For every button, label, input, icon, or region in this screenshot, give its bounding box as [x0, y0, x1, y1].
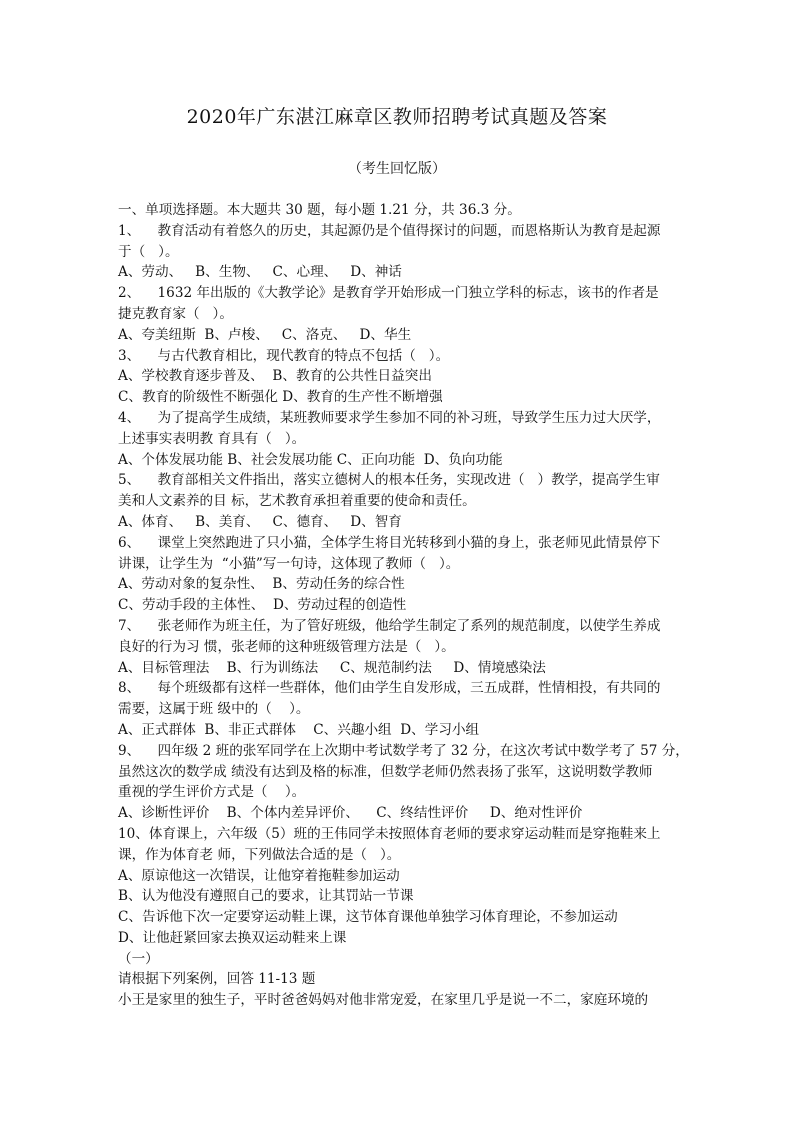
document-line: C、告诉他下次一定要穿运动鞋上课，这节体育课他单独学习体育理论，不参加运动: [118, 909, 618, 926]
document-line: 7、 张老师作为班主任，为了管好班级，他给学生制定了系列的规范制度，以使学生养成: [118, 617, 661, 634]
document-line: 1、 教育活动有着悠久的历史，其起源仍是个值得探讨的问题，而恩格斯认为教育是起源: [118, 222, 661, 239]
document-line: 重视的学生评价方式是（ ）。: [118, 784, 306, 801]
document-line: A、个体发展功能 B、社会发展功能 C、正向功能 D、负向功能: [118, 451, 503, 468]
document-line: 2、 1632 年出版的《大教学论》是教育学开始形成一门独立学科的标志，该书的作者是: [118, 285, 659, 302]
document-line: 讲课，让学生为 “小猫”写一句诗，这体现了教师（ ）。: [118, 555, 460, 572]
document-line: A、诊断性评价 B、个体内差异评价、 C、终结性评价 D、绝对性评价: [118, 805, 583, 822]
document-line: 捷克教育家（ ）。: [118, 305, 233, 322]
document-line: D、让他赶紧回家去换双运动鞋来上课: [118, 929, 347, 946]
document-line: C、劳动手段的主体性、 D、劳动过程的创造性: [118, 597, 407, 614]
document-line: （一）: [118, 950, 159, 967]
document-line: 课，作为体育老 师，下列做法合适的是（ ）。: [118, 846, 401, 863]
document-subtitle: （考生回忆版）: [348, 161, 446, 177]
document-line: A、劳动、 B、生物、 C、心理、 D、神话: [118, 264, 402, 281]
document-line: 良好的行为习 惯，张老师的这种班级管理方法是（ ）。: [118, 638, 455, 655]
document-body: [118, 200, 689, 1011]
document-line: 10、体育课上，六年级（5）班的王伟同学未按照体育老师的要求穿运动鞋而是穿拖鞋来上: [118, 825, 661, 842]
document-line: 5、 教育部相关文件指出，落实立德树人的根本任务，实现改进（ ）教学，提高学生审: [118, 472, 660, 489]
document-title: 2020年广东湛江麻章区教师招聘考试真题及答案: [186, 106, 608, 128]
document-line: A、劳动对象的复杂性、 B、劳动任务的综合性: [118, 576, 405, 593]
document-line: 虽然这次的数学成 绩没有达到及格的标准，但数学老师仍然表扬了张军，这说明数学教师: [118, 763, 653, 780]
document-line: 6、 课堂上突然跑进了只小猫，全体学生将目光转移到小猫的身上，张老师见此情景停下: [118, 534, 661, 551]
document-line: A、目标管理法 B、行为训练法 C、规范制约法 D、情境感染法: [118, 659, 546, 676]
document-line: 8、 每个班级都有这样一些群体，他们由学生自发形成，三五成群，性情相投，有共同的: [118, 680, 661, 697]
document-line: 9、 四年级 2 班的张军同学在上次期中考试数学考了 32 分，在这次考试中数学考了 57 分，: [118, 742, 689, 759]
document-line: 4、 为了提高学生成绩，某班教师要求学生参加不同的补习班，导致学生压力过大厌学，: [118, 409, 661, 426]
document-line: 美和人文素养的目 标，艺术教育承担着重要的使命和责任。: [118, 493, 476, 510]
document-line: A、原谅他这一次错误，让他穿着拖鞋参加运动: [118, 867, 400, 884]
document-line: A、正式群体 B、非正式群体 C、兴趣小组 D、学习小组: [118, 721, 480, 738]
document-line: 小王是家里的独生子，平时爸爸妈妈对他非常宠爱，在家里几乎是说一不二，家庭环境的: [118, 992, 649, 1009]
document-line: 请根据下列案例，回答 11-13 题: [118, 971, 316, 988]
document-line: A、体育、 B、美育、 C、德育、 D、智育: [118, 513, 402, 530]
document-line: 3、 与古代教育相比，现代教育的特点不包括（ ）。: [118, 347, 450, 364]
document-line: 上述事实表明教 育具有（ ）。: [118, 430, 306, 447]
document-line: 需要，这属于班 级中的（ ）。: [118, 701, 310, 718]
document-line: A、学校教育逐步普及、 B、教育的公共性日益突出: [118, 368, 432, 385]
document-line: C、教育的阶级性不断强化 D、教育的生产性不断增强: [118, 389, 443, 406]
document-line: 一、单项选择题。本大题共 30 题，每小题 1.21 分，共 36.3 分。: [118, 202, 521, 218]
document-line: A、夸美纽斯 B、卢梭、 C、洛克、 D、华生: [118, 326, 412, 343]
document-line: B、认为他没有遵照自己的要求，让其罚站一节课: [118, 888, 414, 905]
document-line: 于（ ）。: [118, 243, 179, 260]
